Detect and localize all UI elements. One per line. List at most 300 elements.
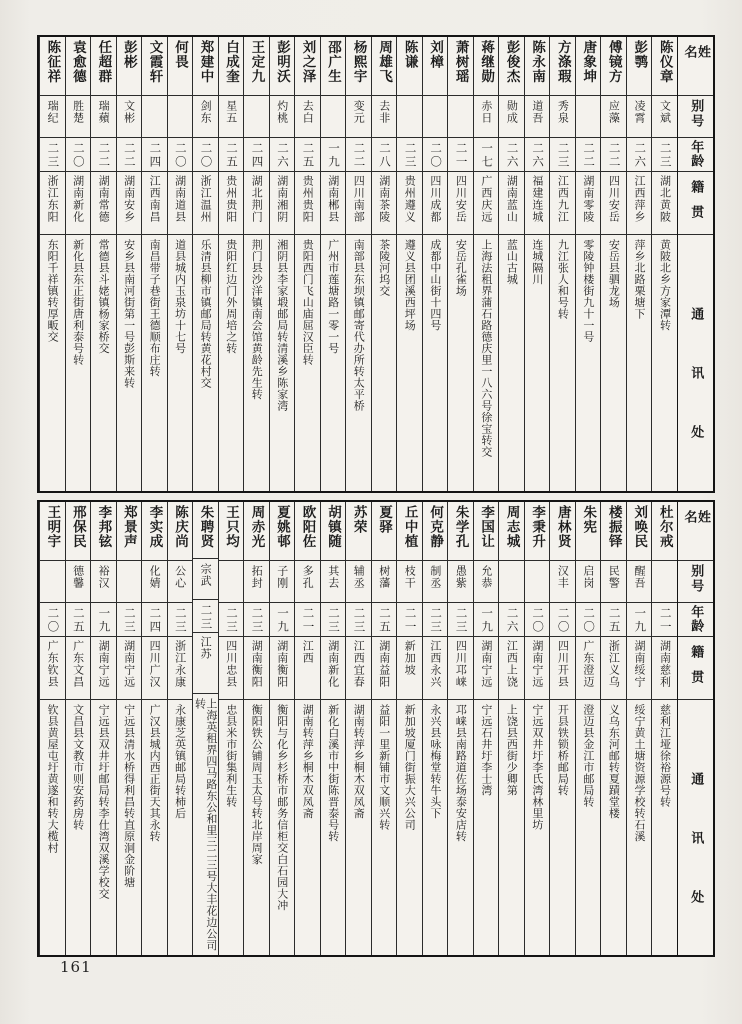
person-address-cell: [117, 699, 142, 955]
person-name: 李秉升: [529, 505, 546, 549]
person-age-cell: [91, 137, 116, 171]
person-alias-cell: [193, 558, 218, 599]
person-age-cell: [321, 137, 346, 171]
person-column: [549, 502, 575, 955]
person-native-place-cell: [40, 171, 65, 234]
person-address-cell: [270, 234, 295, 491]
person-native-place-cell: [295, 636, 320, 699]
person-age: 二二: [97, 142, 112, 169]
person-native-place-cell: [372, 171, 397, 234]
person-address-cell: [397, 699, 422, 955]
person-column: [294, 502, 320, 955]
person-age: 二〇: [582, 607, 597, 634]
person-native-place-cell: [397, 171, 422, 234]
person-address-cell: [397, 234, 422, 491]
person-column: [294, 37, 320, 491]
person-address-cell: [270, 699, 295, 955]
header-cell-age: [678, 137, 713, 171]
person-native-place: 浙江义乌: [607, 640, 621, 688]
person-address: 蓝山古城: [505, 239, 519, 285]
person-address-cell: [601, 234, 626, 491]
person-address-cell: [525, 234, 550, 491]
person-native-place-cell: [576, 636, 601, 699]
person-age-cell: [601, 602, 626, 636]
person-native-place: 四川邛崃: [454, 640, 468, 688]
person-name: 周志城: [503, 505, 520, 549]
person-column: [473, 37, 499, 491]
person-name-cell: [550, 502, 575, 560]
person-alias-cell: [525, 95, 550, 137]
person-alias-cell: [193, 95, 218, 137]
person-age: 二三: [224, 607, 239, 634]
person-column: [243, 502, 269, 955]
person-age-cell: [66, 602, 91, 636]
person-address-cell: [576, 699, 601, 955]
person-name: 楼振铎: [605, 505, 622, 549]
person-name: 夏驿: [376, 505, 393, 534]
person-name-cell: [66, 502, 91, 560]
directory-table-upper: [37, 35, 715, 493]
person-name-cell: [550, 37, 575, 95]
person-age-cell: [270, 137, 295, 171]
person-alias-cell: [576, 560, 601, 602]
person-name: 刘之泽: [299, 40, 316, 84]
person-address: 成都中山街十四号: [428, 239, 442, 331]
person-native-place: 江西南昌: [148, 175, 162, 223]
person-alias: 化婧: [148, 565, 162, 589]
person-native-place-cell: [321, 636, 346, 699]
person-native-place: 四川开县: [556, 640, 570, 688]
person-column: [371, 502, 397, 955]
person-alias-cell: [66, 95, 91, 137]
person-address-cell: [40, 699, 65, 955]
header-address-label: 通讯处: [688, 307, 704, 484]
person-age-cell: [270, 602, 295, 636]
person-name-cell: [525, 37, 550, 95]
person-age-cell: [142, 602, 167, 636]
person-age-cell: [295, 137, 320, 171]
person-age: 二五: [71, 607, 86, 634]
person-name-cell: [499, 37, 524, 95]
person-address-cell: [627, 234, 652, 491]
person-age: 二三: [658, 142, 673, 169]
person-native-place: 湖南道县: [173, 175, 187, 223]
person-name: 李国让: [478, 505, 495, 549]
person-native-place: 湖北黄陂: [658, 175, 672, 223]
person-name: 杜尔戒: [656, 505, 673, 549]
person-address-cell: [66, 699, 91, 955]
person-column: [65, 502, 91, 955]
person-alias-cell: [499, 95, 524, 137]
person-native-place: 浙江温州: [199, 175, 213, 223]
person-address: 贵阳西门飞山庙屈汉臣转: [301, 239, 315, 366]
person-name: 李实成: [146, 505, 163, 549]
person-address: 宁远双井圩李氏湾林里坊: [530, 704, 544, 831]
person-name-cell: [397, 502, 422, 560]
person-name: 李邦铉: [95, 505, 112, 549]
person-address: 澄迈县金江市邮局转: [581, 704, 595, 808]
person-column: [90, 37, 116, 491]
person-name-cell: [423, 37, 448, 95]
person-name: 袁愈德: [69, 40, 86, 84]
person-name: 彭明沃: [274, 40, 291, 84]
person-native-place-cell: [550, 636, 575, 699]
person-native-place-cell: [244, 171, 269, 234]
person-alias-cell: [168, 560, 193, 602]
person-native-place: 湖南宁远: [479, 640, 493, 688]
person-name: 夏姚邨: [274, 505, 291, 549]
person-name-cell: [372, 502, 397, 560]
header-alias-label: 别号: [688, 564, 704, 594]
person-alias-cell: [168, 95, 193, 137]
person-name-cell: [601, 502, 626, 560]
person-age-cell: [397, 602, 422, 636]
person-name-cell: [372, 37, 397, 95]
person-native-place-cell: [40, 636, 65, 699]
header-alias-label: 别号: [688, 99, 704, 129]
person-alias: 枝干: [403, 565, 417, 589]
person-address: 贵阳红边门外周培之转: [224, 239, 238, 354]
person-address-cell: [142, 234, 167, 491]
person-alias: 启岗: [581, 565, 595, 589]
person-native-place: 江苏: [199, 636, 213, 661]
person-name: 文霞轩: [146, 40, 163, 84]
person-native-place: 湖南绥宁: [632, 640, 646, 688]
person-name: 王明宇: [44, 505, 61, 549]
person-alias-cell: [448, 560, 473, 602]
person-address: 钦县黄屋屯圩黄遂和转大榄村: [46, 704, 60, 854]
person-name-cell: [142, 37, 167, 95]
page-number: 161: [60, 958, 92, 976]
person-name-cell: [40, 37, 65, 95]
person-native-place-cell: [525, 171, 550, 234]
person-address: 常德县斗姥镇杨家桥交: [97, 239, 111, 354]
person-age: 一九: [275, 607, 290, 634]
person-name-cell: [117, 37, 142, 95]
person-name: 苏荣: [350, 505, 367, 534]
person-native-place-cell: [219, 636, 244, 699]
person-name: 彭彬: [120, 40, 137, 69]
person-age-cell: [448, 602, 473, 636]
person-address-cell: [91, 234, 116, 491]
person-column: [65, 37, 91, 491]
person-name-cell: [91, 37, 116, 95]
person-address-cell: [499, 699, 524, 955]
person-name-cell: [244, 502, 269, 560]
person-name-cell: [397, 37, 422, 95]
person-column: [473, 502, 499, 955]
directory-table-lower: [37, 500, 715, 957]
person-address: 南昌带子巷街王德顺布庄转: [148, 239, 162, 377]
person-name-cell: [321, 502, 346, 560]
person-age: 二三: [403, 142, 418, 169]
person-alias-cell: [117, 560, 142, 602]
person-column: [447, 37, 473, 491]
person-column: [626, 37, 652, 491]
person-address-cell: [142, 699, 167, 955]
person-alias: 拓封: [250, 565, 264, 589]
person-column: [116, 502, 142, 955]
person-age: 二三: [352, 607, 367, 634]
person-address-cell: [652, 699, 677, 955]
person-native-place: 江西九江: [556, 175, 570, 223]
person-native-place: 湖北荆门: [250, 175, 264, 223]
person-name-cell: [525, 502, 550, 560]
person-address: 湘阴县李家塅邮局转清溪乡陈家湾: [275, 239, 289, 412]
person-alias: 胜楚: [71, 100, 85, 124]
person-name-cell: [193, 37, 218, 95]
person-alias-cell: [244, 560, 269, 602]
person-alias-cell: [601, 95, 626, 137]
person-name: 方涤瑕: [554, 40, 571, 84]
person-address-cell: [168, 699, 193, 955]
person-alias: 醒吾: [632, 565, 646, 589]
person-native-place-cell: [448, 636, 473, 699]
person-column: [116, 37, 142, 491]
person-native-place-cell: [91, 171, 116, 234]
person-age: 二五: [607, 607, 622, 634]
person-address-cell: [652, 234, 677, 491]
person-address: 宁远县双井圩邮局转李仕湾双溪学校交: [97, 704, 111, 900]
person-native-place-cell: [270, 636, 295, 699]
person-address: 益阳一里新铺市文顺兴转: [377, 704, 391, 831]
person-address-cell: [295, 699, 320, 955]
person-age: 二三: [122, 607, 137, 634]
person-native-place-cell: [550, 171, 575, 234]
person-native-place: 四川南部: [352, 175, 366, 223]
header-cell-alias: [678, 560, 713, 602]
header-name-label: 姓名: [681, 45, 711, 72]
person-native-place-cell: [66, 636, 91, 699]
person-name-cell: [244, 37, 269, 95]
person-native-place-cell: [295, 171, 320, 234]
person-address: 宁远县清水桥得利昌转直原洞金阶塘: [122, 704, 136, 888]
person-age-cell: [601, 137, 626, 171]
person-native-place-cell: [423, 171, 448, 234]
person-age-cell: [627, 602, 652, 636]
person-age: 二二: [582, 142, 597, 169]
person-age: 二三: [199, 604, 214, 632]
person-native-place: 湖南湘阴: [275, 175, 289, 223]
person-alias-cell: [448, 95, 473, 137]
person-alias: 道吾: [530, 100, 544, 124]
person-address-cell: [91, 699, 116, 955]
person-address: 九江张人和号转: [556, 239, 570, 320]
header-native-place-label: 籍贯: [688, 180, 704, 230]
person-alias: 赤日: [479, 100, 493, 124]
person-age-cell: [448, 137, 473, 171]
person-address-cell: [244, 699, 269, 955]
person-address-cell: [372, 699, 397, 955]
person-age-cell: [168, 602, 193, 636]
person-native-place-cell: [117, 171, 142, 234]
person-native-place: 江西永兴: [428, 640, 442, 688]
person-name-cell: [448, 502, 473, 560]
person-name: 朱聘贤: [197, 505, 214, 549]
person-age-cell: [193, 599, 218, 632]
person-column: [39, 37, 65, 491]
person-native-place-cell: [576, 171, 601, 234]
person-alias: 星五: [224, 100, 238, 124]
person-column: [422, 37, 448, 491]
person-address-cell: [576, 234, 601, 491]
person-age-cell: [244, 602, 269, 636]
person-age: 二六: [505, 607, 520, 634]
person-alias-cell: [550, 95, 575, 137]
person-address: 绥宁黄土塘资源学校转石溪: [632, 704, 646, 842]
person-native-place: 湖南常德: [97, 175, 111, 223]
person-address: 黄陂北乡方家潭转: [658, 239, 672, 331]
person-address-cell: [474, 699, 499, 955]
person-native-place-cell: [652, 636, 677, 699]
person-alias: 灼桃: [275, 100, 289, 124]
person-alias: 多孔: [301, 565, 315, 589]
person-column: [141, 37, 167, 491]
person-column: [167, 502, 193, 955]
person-alias-cell: [270, 560, 295, 602]
person-alias: 裕汉: [97, 565, 111, 589]
person-name-cell: [270, 37, 295, 95]
person-age: 一九: [480, 607, 495, 634]
person-address: 广汉县城内西正街天其永转: [148, 704, 162, 842]
person-address-cell: [499, 234, 524, 491]
person-age-cell: [397, 137, 422, 171]
person-native-place: 四川安岳: [607, 175, 621, 223]
person-age: 二一: [454, 142, 469, 169]
header-column: [677, 37, 713, 491]
person-alias: 凌霄: [632, 100, 646, 124]
person-name: 陈永南: [529, 40, 546, 84]
header-cell-native-place: [678, 171, 713, 234]
person-address: 新加坡厦门街振大兴公司: [403, 704, 417, 831]
person-native-place: 四川安岳: [454, 175, 468, 223]
person-native-place-cell: [168, 171, 193, 234]
person-name: 刘唤民: [631, 505, 648, 549]
person-alias-cell: [346, 95, 371, 137]
header-age-label: 年龄: [688, 140, 704, 168]
person-age-cell: [40, 137, 65, 171]
person-column: [575, 37, 601, 491]
person-native-place-cell: [270, 171, 295, 234]
person-name-cell: [652, 502, 677, 560]
person-age-cell: [40, 602, 65, 636]
person-name: 何克静: [427, 505, 444, 549]
person-alias-cell: [627, 560, 652, 602]
header-cell-native-place: [678, 636, 713, 699]
person-age-cell: [652, 602, 677, 636]
person-name: 任超群: [95, 40, 112, 84]
person-native-place-cell: [448, 171, 473, 234]
person-age-cell: [117, 137, 142, 171]
person-native-place-cell: [372, 636, 397, 699]
person-native-place: 四川成都: [428, 175, 442, 223]
person-address-cell: [321, 699, 346, 955]
person-age-cell: [295, 602, 320, 636]
person-address-cell: [448, 699, 473, 955]
person-name-cell: [91, 502, 116, 560]
person-age: 一九: [97, 607, 112, 634]
person-name: 唐林贤: [554, 505, 571, 549]
person-name: 杨熙宇: [350, 40, 367, 84]
person-column: [269, 502, 295, 955]
person-address: 茶陵河坞交: [377, 239, 391, 297]
person-alias: 瑞纪: [46, 100, 60, 124]
person-alias-cell: [295, 560, 320, 602]
person-name-cell: [295, 502, 320, 560]
person-native-place: 江西上饶: [505, 640, 519, 688]
person-address-cell: [168, 234, 193, 491]
person-age-cell: [142, 137, 167, 171]
person-age-cell: [219, 602, 244, 636]
person-address: 慈利江垭徐裕源号转: [658, 704, 672, 808]
person-address-cell: [40, 234, 65, 491]
person-alias-cell: [474, 95, 499, 137]
person-name: 朱宪: [580, 505, 597, 534]
person-column: [345, 37, 371, 491]
person-address: 上饶县西街少卿第: [505, 704, 519, 796]
person-address: 南部县东坝镇邮寄代办所转太平桥: [352, 239, 366, 412]
person-native-place: 湖南新化: [71, 175, 85, 223]
header-cell-age: [678, 602, 713, 636]
person-alias-cell: [372, 560, 397, 602]
person-address: 安岳县驷龙场: [607, 239, 621, 308]
person-age-cell: [244, 137, 269, 171]
person-age: 一九: [633, 607, 648, 634]
person-alias: 文彬: [122, 100, 136, 124]
person-age-cell: [474, 602, 499, 636]
person-name: 王定九: [248, 40, 265, 84]
person-address-cell: [219, 234, 244, 491]
person-age: 二五: [301, 142, 316, 169]
person-native-place: 广西庆远: [479, 175, 493, 223]
person-column: [651, 37, 677, 491]
person-native-place-cell: [652, 171, 677, 234]
person-age: 二五: [224, 142, 239, 169]
person-alias: 德馨: [71, 565, 85, 589]
person-column: [651, 502, 677, 955]
person-native-place: 浙江永康: [173, 640, 187, 688]
person-native-place: 湖南益阳: [377, 640, 391, 688]
person-address: 义乌东河邮转夏蹟堂楼: [607, 704, 621, 819]
person-alias-cell: [321, 560, 346, 602]
person-age-cell: [168, 137, 193, 171]
person-alias: 应藻: [607, 100, 621, 124]
person-name-cell: [117, 502, 142, 560]
person-age-cell: [117, 602, 142, 636]
person-name: 彭俊杰: [503, 40, 520, 84]
person-name: 陈谦: [401, 40, 418, 69]
person-name-cell: [346, 37, 371, 95]
person-native-place-cell: [117, 636, 142, 699]
person-age: 一九: [327, 142, 342, 169]
person-age: 二〇: [71, 142, 86, 169]
person-address-cell: [423, 234, 448, 491]
person-address: 东阳千祥镇转厚畈交: [46, 239, 60, 343]
person-name: 傅镜方: [605, 40, 622, 84]
person-age: 二〇: [173, 142, 188, 169]
person-column: [600, 37, 626, 491]
person-column: [524, 502, 550, 955]
person-native-place-cell: [601, 636, 626, 699]
person-age-cell: [219, 137, 244, 171]
person-column: [218, 502, 244, 955]
person-name: 萧树瑶: [452, 40, 469, 84]
person-name: 何畏: [171, 40, 188, 69]
person-alias-cell: [91, 95, 116, 137]
person-address: 忠县米市街集利生转: [224, 704, 238, 808]
person-alias-cell: [397, 560, 422, 602]
person-age: 二三: [46, 142, 61, 169]
